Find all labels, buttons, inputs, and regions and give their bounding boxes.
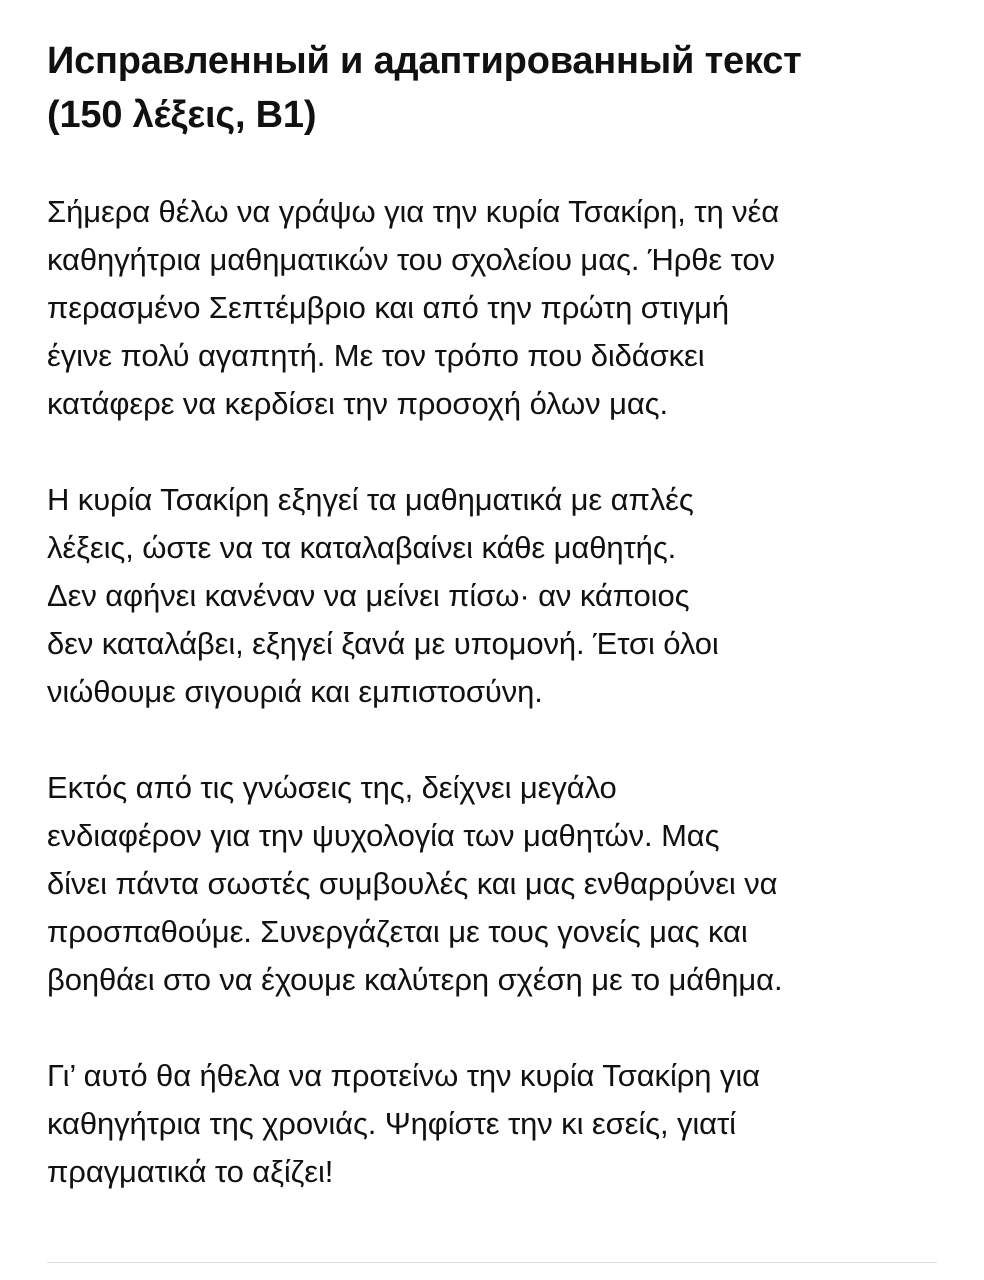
paragraph-2 xyxy=(47,476,947,716)
text-line: περασμένο Σεπτέμβριο και από την πρώτη στιγμή xyxy=(47,290,729,325)
bottom-divider xyxy=(47,1262,937,1263)
title-line: (150 λέξεις, B1) xyxy=(47,94,317,136)
document-body xyxy=(47,34,947,1244)
text-line: προσπαθούμε. Συνεργάζεται με τους γονείς μας και xyxy=(47,914,748,949)
text-line: νιώθουμε σιγουριά και εμπιστοσύνη. xyxy=(47,674,543,709)
text-line: Σήμερα θέλω να γράψω για την κυρία Τσακίρη, τη νέα xyxy=(47,194,780,229)
text-line: Δεν αφήνει κανέναν να μείνει πίσω· αν κάποιος xyxy=(47,578,690,613)
text-line: Η κυρία Τσακίρη εξηγεί τα μαθηματικά με απλές xyxy=(47,482,694,517)
text-line: καθηγήτρια της χρονιάς. Ψηφίστε την κι εσείς, γιατί xyxy=(47,1106,736,1141)
text-line: βοηθάει στο να έχουμε καλύτερη σχέση με το μάθημα. xyxy=(47,962,783,997)
title-line: Исправленный и адаптированный текст xyxy=(47,40,802,82)
text-line: Γι’ αυτό θα ήθελα να προτείνω την κυρία Τσακίρη για xyxy=(47,1058,760,1093)
paragraph-1 xyxy=(47,188,947,428)
text-line: δεν καταλάβει, εξηγεί ξανά με υπομονή. Έτσι όλοι xyxy=(47,626,719,661)
text-line: έγινε πολύ αγαπητή. Με τον τρόπο που διδάσκει xyxy=(47,338,705,373)
paragraph-4 xyxy=(47,1052,947,1196)
text-line: Εκτός από τις γνώσεις της, δείχνει μεγάλο xyxy=(47,770,617,805)
text-line: δίνει πάντα σωστές συμβουλές και μας ενθαρρύνει να xyxy=(47,866,778,901)
text-line: ενδιαφέρον για την ψυχολογία των μαθητών. Μας xyxy=(47,818,720,853)
text-line: λέξεις, ώστε να τα καταλαβαίνει κάθε μαθητής. xyxy=(47,530,677,565)
text-line: καθηγήτρια μαθηματικών του σχολείου μας. Ήρθε τον xyxy=(47,242,775,277)
text-line: πραγματικά το αξίζει! xyxy=(47,1154,334,1189)
document-title xyxy=(47,34,947,142)
text-line: κατάφερε να κερδίσει την προσοχή όλων μας. xyxy=(47,386,669,421)
paragraph-3 xyxy=(47,764,947,1004)
